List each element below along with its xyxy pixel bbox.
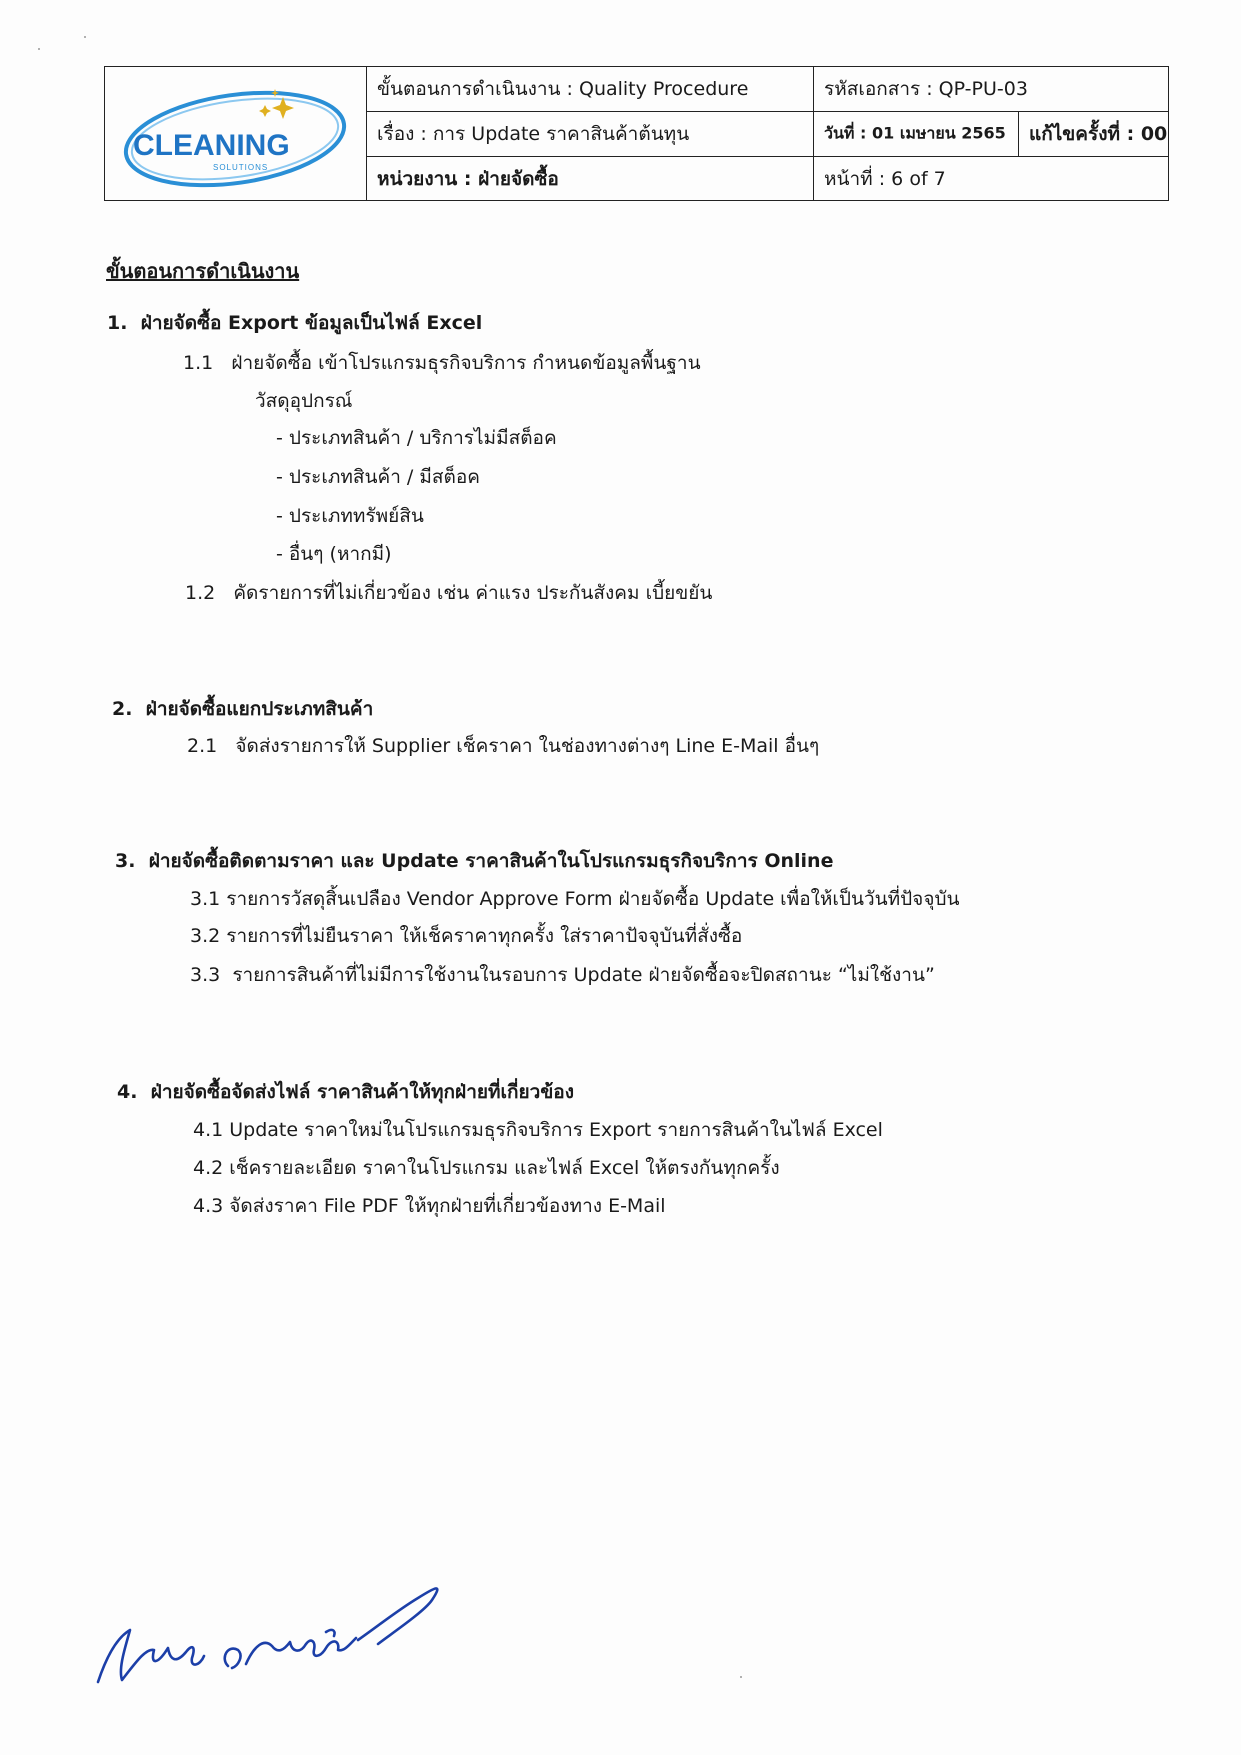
scan-speck [84,36,86,38]
header-middle-column [367,67,814,200]
step-1-2: 1.2 คัดรายการที่ไม่เกี่ยวข้อง เช่น ค่าแรง ประกันสังคม เบี้ยขยัน [185,582,713,604]
logo-text: CLEANING [133,129,290,162]
step-3-3: 3.3 รายการสินค้าที่ไม่มีการใช้งานในรอบการ Update ฝ่ายจัดซื้อจะปิดสถานะ “ไม่ใช้งาน” [190,964,935,986]
logo-subtext: SOLUTIONS [213,163,269,172]
step-1-1-bullet-4: - อื่นๆ (หากมี) [276,543,392,565]
scan-speck [38,48,40,50]
handwritten-signature [88,1540,488,1710]
procedure-label: ขั้นตอนการดำเนินงาน : Quality Procedure [377,78,749,100]
step-3-title: 3. ฝ่ายจัดซื้อติดตามราคา และ Update ราคาสินค้าในโปรแกรมธุรกิจบริการ Online [115,850,834,872]
revision-label: แก้ไขครั้งที่ : 00 [1029,123,1168,145]
date-label: วันที่ : 01 เมษายน 2565 [824,123,1006,143]
step-3-2: 3.2 รายการที่ไม่ยืนราคา ให้เช็คราคาทุกครั้ง ใส่ราคาปัจจุบันที่สั่งซื้อ [190,925,743,947]
step-1-title: 1. ฝ่ายจัดซื้อ Export ข้อมูลเป็นไฟล์ Excel [107,312,483,334]
step-2-title: 2. ฝ่ายจัดซื้อแยกประเภทสินค้า [112,698,374,720]
step-4-title: 4. ฝ่ายจัดซื้อจัดส่งไฟล์ ราคาสินค้าให้ทุกฝ่ายที่เกี่ยวข้อง [117,1081,574,1103]
scan-speck [740,1676,742,1678]
step-1-1-bullet-2: - ประเภทสินค้า / มีสต็อค [276,466,480,488]
department-label: หน่วยงาน : ฝ่ายจัดซื้อ [377,167,559,190]
step-3-1: 3.1 รายการวัสดุสิ้นเปลือง Vendor Approve Form ฝ่ายจัดซื้อ Update เพื่อให้เป็นวันที่ปัจจุบัน [190,888,960,910]
step-1-1-bullet-1: - ประเภทสินค้า / บริการไม่มีสต็อค [276,427,557,449]
subject-label: เรื่อง : การ Update ราคาสินค้าต้นทุน [377,123,690,145]
step-1-1-bullet-3: - ประเภททรัพย์สิน [276,505,424,527]
cleaning-logo [105,67,367,199]
logo-cell [105,67,367,200]
step-4-2: 4.2 เช็ครายละเอียด ราคาในโปรแกรม และไฟล์ Excel ให้ตรงกันทุกครั้ง [193,1157,780,1179]
step-4-3: 4.3 จัดส่งราคา File PDF ให้ทุกฝ่ายที่เกี่ยวข้องทาง E-Mail [193,1195,666,1217]
step-1-1-cont: วัสดุอุปกรณ์ [255,390,353,412]
doc-code-label: รหัสเอกสาร : QP-PU-03 [824,78,1028,100]
document-header-table [104,66,1169,201]
step-2-1: 2.1 จัดส่งรายการให้ Supplier เช็คราคา ในช่องทางต่างๆ Line E-Mail อื่นๆ [187,735,820,757]
step-4-1: 4.1 Update ราคาใหม่ในโปรแกรมธุรกิจบริการ Export รายการสินค้าในไฟล์ Excel [193,1119,883,1141]
page-number-label: หน้าที่ : 6 of 7 [824,167,946,190]
step-1-1: 1.1 ฝ่ายจัดซื้อ เข้าโปรแกรมธุรกิจบริการ กำหนดข้อมูลพื้นฐาน [183,352,701,374]
header-right-column [814,67,1168,200]
section-title: ขั้นตอนการดำเนินงาน [106,259,300,283]
